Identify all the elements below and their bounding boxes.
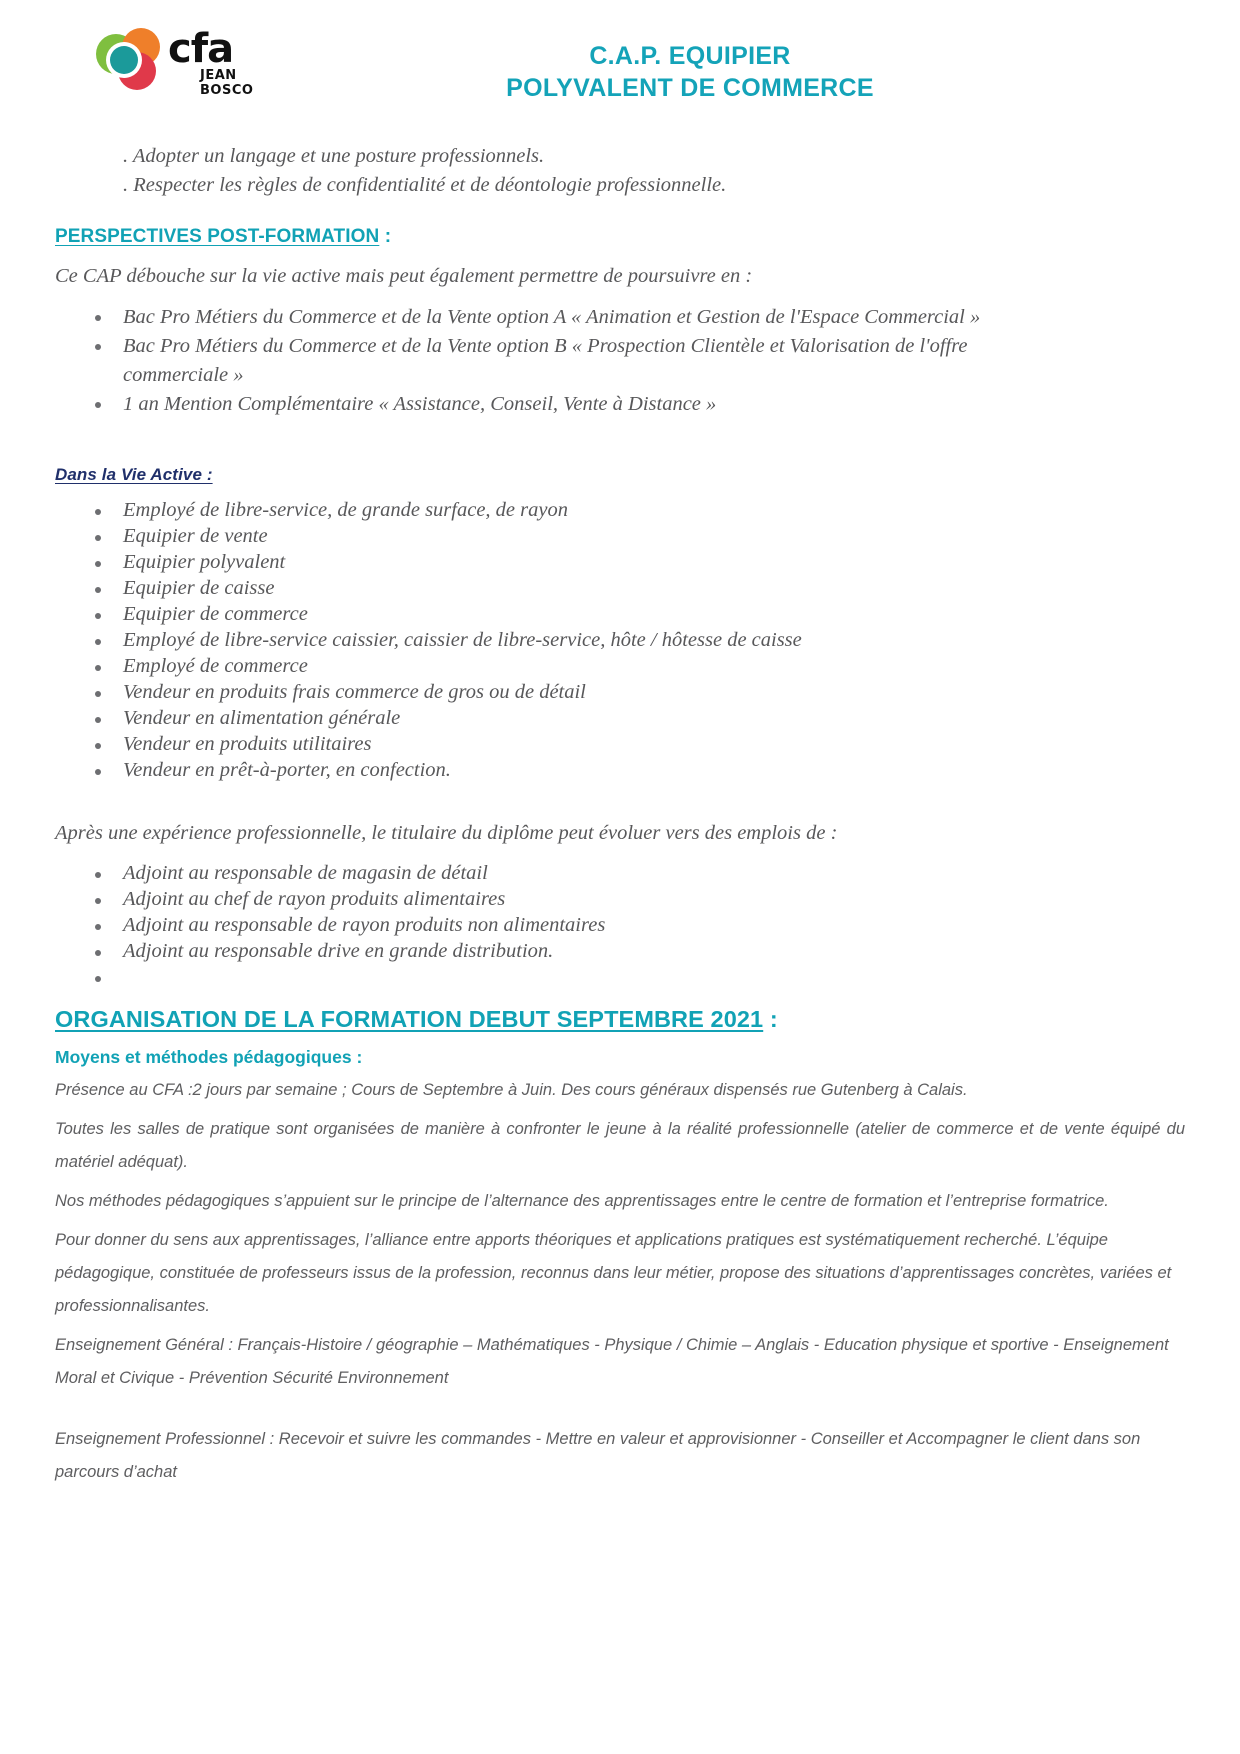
logo-subtitle: JEAN BOSCO — [200, 68, 254, 98]
section-heading-organisation — [55, 1006, 1185, 1033]
list-item: Equipier de vente — [55, 523, 1185, 549]
intro-carryover-lines — [123, 142, 1185, 200]
logo-wordmark: cfa — [168, 26, 234, 72]
subsection-heading-moyens: Moyens et méthodes pédagogiques : — [55, 1047, 363, 1067]
list-item: Adjoint au responsable de rayon produits non alimentaires — [55, 912, 1185, 938]
list-item: Adjoint au responsable de magasin de détail — [55, 860, 1185, 886]
subsection-heading-vie-active — [55, 465, 1185, 485]
intro-line: . Respecter les règles de confidentialité et de déontologie professionnelle. — [123, 174, 727, 196]
spacer — [55, 1395, 1185, 1417]
perspectives-list — [55, 303, 1185, 419]
page-title-line1: C.A.P. EQUIPIER — [589, 42, 791, 70]
organisation-paragraph: Enseignement Professionnel : Recevoir et suivre les commandes - Mettre en valeur et approvisionner - Conseiller et Accompagner le client dans son parcours d’achat — [55, 1430, 1141, 1481]
subsection-heading-vie-active-text: Dans la Vie Active — [55, 465, 202, 484]
list-item: Employé de libre-service, de grande surface, de rayon — [55, 497, 1185, 523]
perspectives-lead: Ce CAP débouche sur la vie active mais peut également permettre de poursuivre en : — [55, 265, 753, 287]
list-item: Equipier polyvalent — [55, 549, 1185, 575]
spacer — [55, 783, 1185, 805]
section-heading-organisation-text: ORGANISATION DE LA FORMATION DEBUT SEPTEMBRE 2021 — [55, 1006, 764, 1032]
document-body — [0, 142, 1240, 1489]
subsection-heading-vie-active-colon: : — [202, 465, 213, 484]
section-heading-perspectives-colon: : — [379, 226, 392, 247]
list-item-empty — [55, 964, 1185, 990]
organisation-paragraph: Nos méthodes pédagogiques s’appuient sur le principe de l’alternance des apprentissages entre le centre de formation et l’entreprise formatrice. — [55, 1192, 1109, 1210]
list-item: Vendeur en produits frais commerce de gros ou de détail — [55, 679, 1185, 705]
list-item: Employé de libre-service caissier, caissier de libre-service, hôte / hôtesse de caisse — [55, 627, 1185, 653]
list-item: Vendeur en alimentation générale — [55, 705, 1185, 731]
organisation-paragraph: Présence au CFA :2 jours par semaine ; Cours de Septembre à Juin. Des cours généraux dispensés rue Gutenberg à Calais. — [55, 1081, 968, 1099]
organisation-paragraph: Enseignement Général : Français-Histoire / géographie – Mathématiques - Physique / Chimie – Anglais - Education physique et sportive - Enseignement Moral et Civique - Prévention Sécurité Environnement — [55, 1336, 1169, 1387]
intro-line: . Adopter un langage et une posture professionnels. — [123, 145, 545, 167]
evolution-list — [55, 860, 1185, 990]
organisation-paragraph: Toutes les salles de pratique sont organisées de manière à confronter le jeune à la réalité professionnelle (atelier de commerce et de vente équipé du matériel adéquat). — [55, 1120, 1185, 1171]
section-heading-perspectives-text: PERSPECTIVES POST-FORMATION — [55, 226, 380, 247]
logo-circles-icon — [96, 26, 170, 88]
organisation-paragraph: Pour donner du sens aux apprentissages, l’alliance entre apports théoriques et applications pratiques est systématiquement recherché. L’équipe pédagogique, constituée de professeurs issus de la profession, reconnus dans leur métier, propose des situations d’apprentissages concrètes, variées et professionnalisantes. — [55, 1231, 1172, 1315]
list-item: Bac Pro Métiers du Commerce et de la Vente option B « Prospection Clientèle et Valorisation de l'offre commerciale » — [55, 332, 1185, 390]
list-item: 1 an Mention Complémentaire « Assistance, Conseil, Vente à Distance » — [55, 390, 1185, 419]
list-item: Vendeur en produits utilitaires — [55, 731, 1185, 757]
page-title-line2: POLYVALENT DE COMMERCE — [506, 74, 874, 102]
list-item: Equipier de commerce — [55, 601, 1185, 627]
vie-active-list — [55, 497, 1185, 783]
page-title — [300, 40, 1080, 104]
cfa-jean-bosco-logo — [96, 26, 266, 98]
section-heading-organisation-colon: : — [763, 1006, 778, 1032]
list-item: Adjoint au chef de rayon produits alimentaires — [55, 886, 1185, 912]
logo-teal-circle-icon — [110, 46, 138, 74]
spacer — [55, 419, 1185, 465]
list-item: Vendeur en prêt-à-porter, en confection. — [55, 757, 1185, 783]
list-item: Employé de commerce — [55, 653, 1185, 679]
list-item: Equipier de caisse — [55, 575, 1185, 601]
list-item: Bac Pro Métiers du Commerce et de la Vente option A « Animation et Gestion de l'Espace Commercial » — [55, 303, 1185, 332]
section-heading-perspectives — [55, 226, 1185, 248]
list-item: Adjoint au responsable drive en grande distribution. — [55, 938, 1185, 964]
document-header — [0, 0, 1240, 120]
evolution-lead: Après une expérience professionnelle, le titulaire du diplôme peut évoluer vers des emplois de : — [55, 822, 838, 844]
